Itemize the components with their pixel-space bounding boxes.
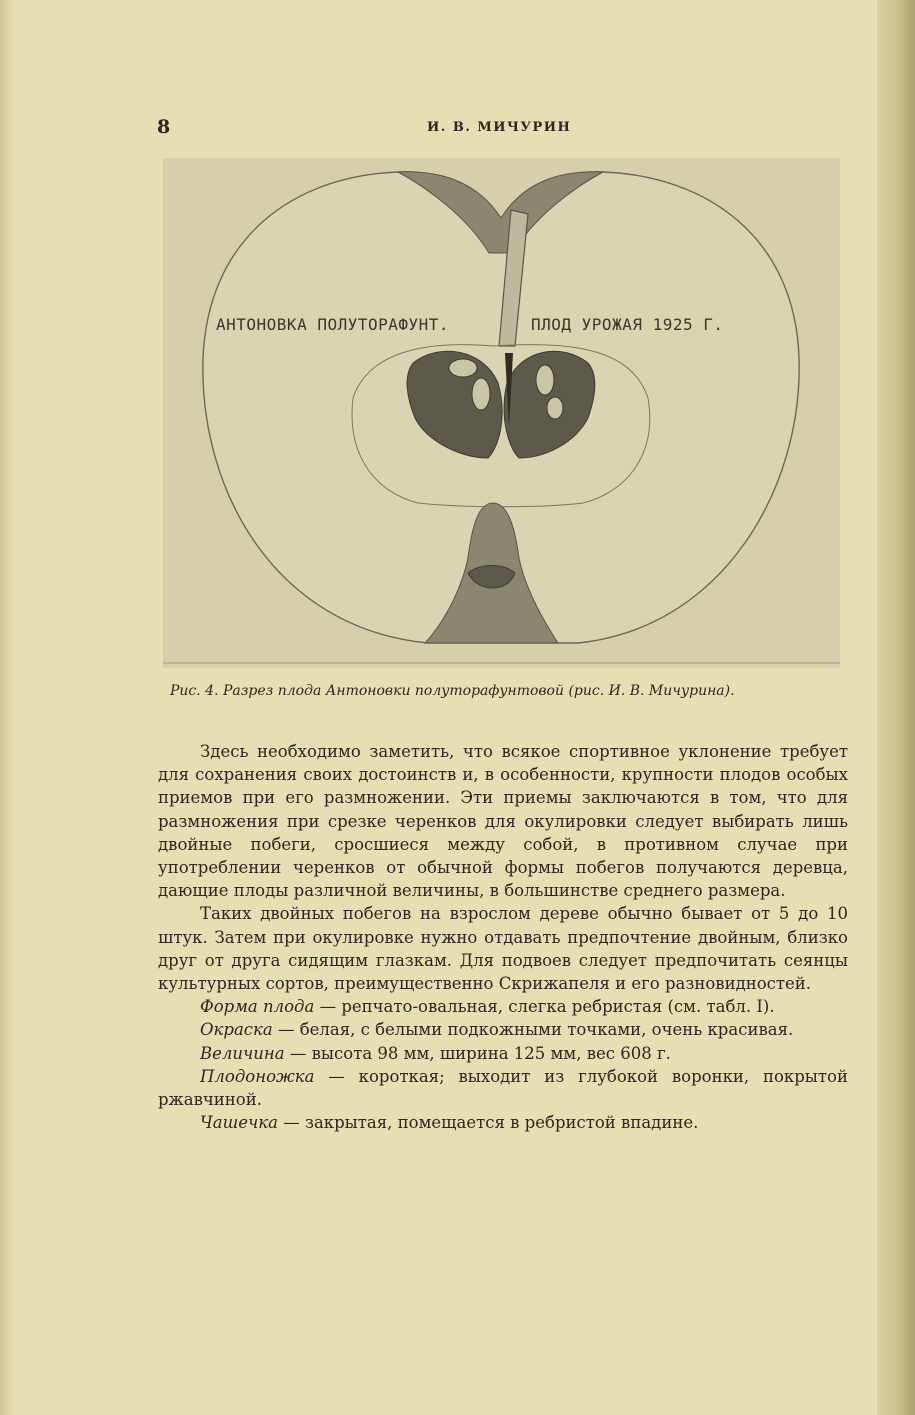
descriptor-term: Чашечка	[200, 1113, 278, 1133]
figure-caption: Рис. 4. Разрез плода Антоновки полуторафунтовой (рис. И. В. Мичурина).	[170, 683, 735, 699]
page-edge-right	[877, 0, 915, 1415]
paragraph: Таких двойных побегов на взрослом дереве обычно бывает от 5 до 10 штук. Затем при окулировке нужно отдавать предпочтение двойным, близко друг от друга сидящим глазкам. Для подвоев следует предпочитать сеянцы культурных сортов, преимущественно Скрижапеля и его разновидностей.	[158, 904, 848, 994]
descriptor-term: Форма плода	[200, 997, 315, 1017]
descriptor-text: — закрытая, помещается в ребристой впадине.	[277, 1113, 699, 1133]
descriptor-text: — репчато-овальная, слегка ребристая (см. табл. I).	[314, 997, 775, 1017]
descriptor-size	[158, 1042, 848, 1065]
descriptor-text: — короткая; выходит из глубокой воронки, покрытой ржавчиной.	[158, 1066, 848, 1110]
descriptor-shape	[158, 995, 848, 1018]
descriptor-stem	[158, 1065, 848, 1111]
descriptor-term: Величина	[200, 1043, 285, 1063]
descriptor-color	[158, 1018, 848, 1041]
page-number: 8	[157, 116, 171, 138]
paragraph: Здесь необходимо заметить, что всякое спортивное уклонение требует для сохранения своих достоинств и, в особенности, крупности плодов особых приемов при его размножении. Эти приемы заключаются в том, что для размножения при срезке черенков для окулировки следует выбирать лишь двойные побеги, сросшиеся между собой, в противном случае при употреблении черенков от обычной формы побегов получаются деревца, дающие плоды различной величины, в большинстве среднего размера.	[158, 742, 848, 901]
page-edge-left	[0, 0, 14, 1415]
descriptor-term: Окраска	[200, 1020, 273, 1040]
seed	[536, 365, 554, 395]
figure-label-variety: АНТОНОВКА ПОЛУТОРАФУНТ.	[216, 315, 450, 334]
seed	[472, 378, 490, 410]
apple-section-drawing	[163, 158, 840, 668]
descriptor-text: — высота 98 мм, ширина 125 мм, вес 608 г.	[284, 1043, 671, 1063]
figure-label-harvest: ПЛОД УРОЖАЯ 1925 Г.	[531, 315, 724, 334]
apple-cross-section-figure	[163, 158, 840, 668]
running-title: И. В. МИЧУРИН	[427, 120, 572, 135]
running-head	[157, 116, 857, 140]
descriptor-term: Плодоножка	[200, 1066, 315, 1086]
descriptor-calyx	[158, 1111, 848, 1134]
seed	[547, 397, 563, 419]
seed	[449, 359, 477, 377]
descriptor-text: — белая, с белыми подкожными точками, очень красивая.	[272, 1020, 794, 1040]
body-text	[158, 740, 848, 1134]
